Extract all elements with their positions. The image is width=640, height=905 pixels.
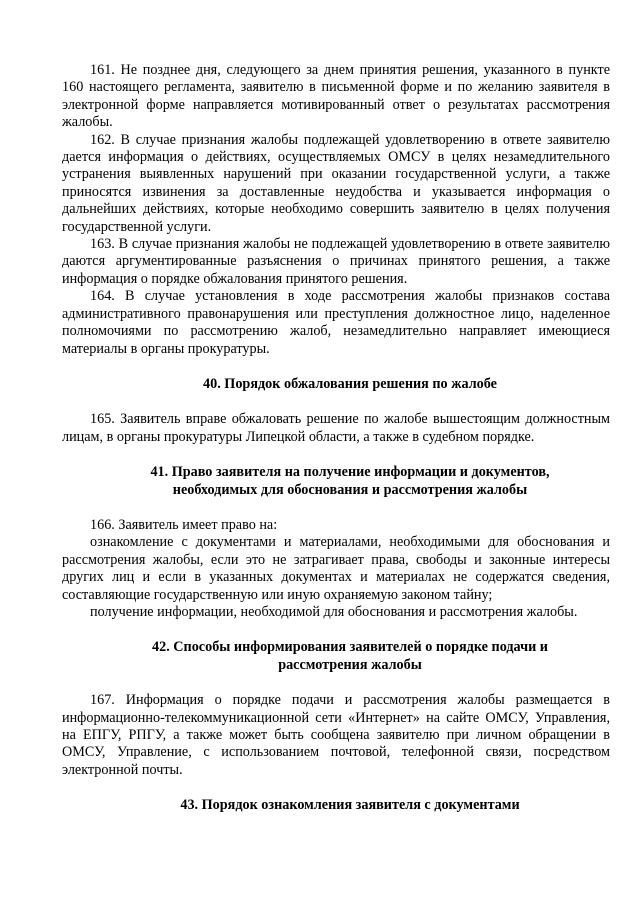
section-heading-41-line2: необходимых для обоснования и рассмотрения жалобы: [172, 481, 528, 498]
paragraph-167: 167. Информация о порядке подачи и рассмотрения жалобы размещается в информационно-телекоммуникационной сети «Интернет» на сайте ОМСУ, Управления, на ЕПГУ, РПГУ, а также может быть сообщена заявителю при личном обращении в ОМСУ, Управление, с использованием почтовой, телефонной связи, посредством электронной почты.: [62, 692, 610, 778]
paragraph-166-item-1: ознакомление с документами и материалами, необходимыми для обоснования и рассмотрения жалобы, если это не затрагивает права, свободы и законные интересы других лиц и если в указанных документах и материалах не содержатся сведения, составляющие государственную или иную охраняемую законом тайну;: [62, 534, 610, 603]
section-heading-43: 43. Порядок ознакомления заявителя с документами: [180, 797, 520, 814]
section-heading-42-line2: рассмотрения жалобы: [278, 656, 422, 673]
section-heading-41-line1: 41. Право заявителя на получение информации и документов,: [150, 464, 550, 481]
document-page: [62, 62, 610, 815]
section-heading-40: 40. Порядок обжалования решения по жалобе: [203, 375, 497, 392]
paragraph-166: 166. Заявитель имеет право на:: [90, 516, 278, 533]
section-heading-42-line1: 42. Способы информирования заявителей о порядке подачи и: [152, 639, 548, 656]
paragraph-164: 164. В случае установления в ходе рассмотрения жалобы признаков состава административного правонарушения или преступления должностное лицо, наделенное полномочиями по рассмотрению жалоб, незамедлительно направляет имеющиеся материалы в органы прокуратуры.: [62, 288, 610, 357]
paragraph-165: 165. Заявитель вправе обжаловать решение по жалобе вышестоящим должностным лицам, в органы прокуратуры Липецкой области, а также в судебном порядке.: [62, 411, 610, 445]
paragraph-163: 163. В случае признания жалобы не подлежащей удовлетворению в ответе заявителю даются аргументированные разъяснения о причинах принятого решения, а также информация о порядке обжалования принятого решения.: [62, 236, 610, 287]
paragraph-162: 162. В случае признания жалобы подлежащей удовлетворению в ответе заявителю дается информация о действиях, осуществляемых ОМСУ в целях незамедлительного устранения выявленных нарушений при оказании государственной услуги, а также приносятся извинения за доставленные неудобства и указывается информация о дальнейших действиях, которые необходимо совершить заявителю в целях получения государственной услуги.: [62, 131, 610, 235]
paragraph-166-item-2: получение информации, необходимой для обоснования и рассмотрения жалобы.: [90, 603, 578, 620]
paragraph-161: 161. Не позднее дня, следующего за днем принятия решения, указанного в пункте 160 настоящего регламента, заявителю в письменной форме и по желанию заявителя в электронной форме направляется мотивированный ответ о результатах рассмотрения жалобы.: [62, 62, 610, 131]
